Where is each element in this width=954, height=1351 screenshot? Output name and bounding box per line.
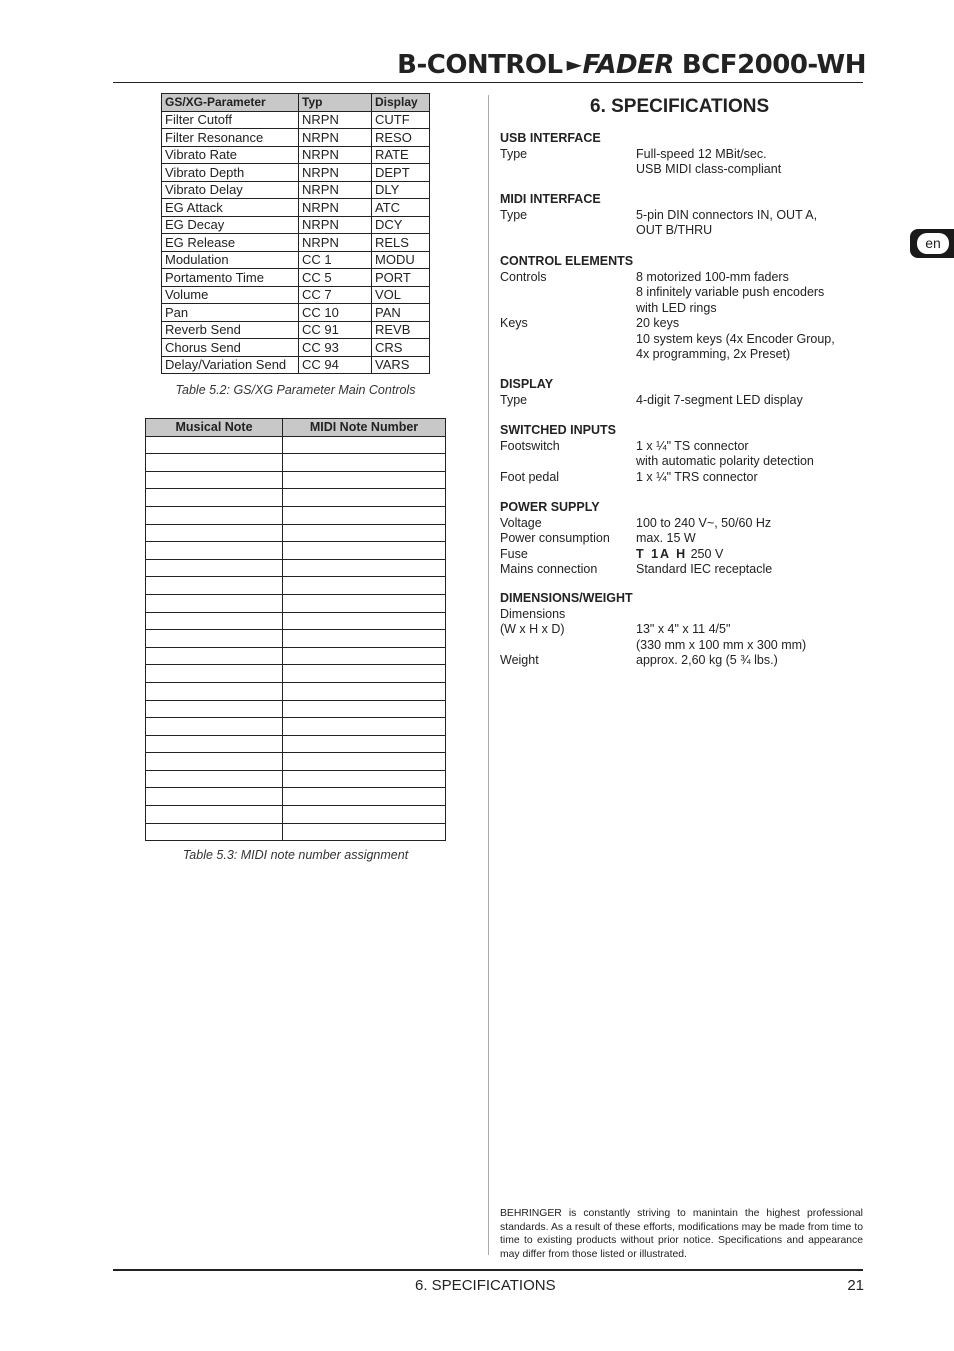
table-cell [283, 489, 446, 507]
spec-row [500, 393, 866, 409]
spec-value [636, 653, 866, 669]
table-row [146, 735, 446, 753]
table-row [146, 823, 446, 841]
table-cell [146, 788, 283, 806]
table-cell [283, 753, 446, 771]
table-cell: Filter Resonance [162, 129, 299, 147]
spec-section [500, 377, 866, 408]
table-cell [146, 436, 283, 454]
spec-row [500, 562, 866, 578]
table-row [162, 129, 430, 147]
table-cell [146, 823, 283, 841]
spec-value [636, 622, 866, 653]
table-row [146, 594, 446, 612]
table-cell [283, 471, 446, 489]
spec-row [500, 270, 866, 317]
table-cell [146, 665, 283, 683]
spec-section [500, 192, 866, 239]
language-tab [910, 229, 954, 258]
spec-value-line: 1 x ¼" TRS connector [636, 469, 758, 484]
table-cell: VARS [372, 356, 430, 374]
spec-row [500, 516, 866, 532]
table-cell: NRPN [299, 199, 372, 217]
table-cell: NRPN [299, 164, 372, 182]
spec-value-line: Standard IEC receptacle [636, 562, 773, 576]
table-cell: RATE [372, 146, 430, 164]
table-cell: NRPN [299, 146, 372, 164]
table-row [146, 524, 446, 542]
spec-row [500, 607, 866, 623]
table-row [162, 251, 430, 269]
table-cell [283, 559, 446, 577]
table-row [146, 506, 446, 524]
fuse-rating: T 1A H [636, 546, 688, 561]
table-cell [283, 630, 446, 648]
spec-label: Voltage [500, 515, 542, 530]
table-cell [146, 682, 283, 700]
spec-section [500, 423, 866, 485]
table-cell: EG Decay [162, 216, 299, 234]
table-cell [283, 806, 446, 824]
table-cell: DCY [372, 216, 430, 234]
table-row [146, 577, 446, 595]
table-cell: Volume [162, 286, 299, 304]
table-cell [283, 542, 446, 560]
spec-value [636, 270, 866, 317]
table-cell [283, 454, 446, 472]
table-cell: NRPN [299, 234, 372, 252]
spec-row [500, 622, 866, 653]
table-cell: DEPT [372, 164, 430, 182]
spec-value-line: max. 15 W [636, 531, 696, 545]
spec-label: Power consumption [500, 531, 610, 545]
spec-value [636, 393, 866, 409]
table-header-row [146, 419, 446, 437]
spec-value [636, 470, 866, 486]
spec-value-line: 8 infinitely variable push encoders [636, 285, 825, 299]
table-row [146, 630, 446, 648]
table-row [162, 339, 430, 357]
table-cell: Portamento Time [162, 269, 299, 287]
spec-label: Type [500, 207, 528, 222]
table-cell: CC 94 [299, 356, 372, 374]
table-cell [146, 806, 283, 824]
table-row [146, 612, 446, 630]
spec-label: Keys [500, 316, 528, 330]
table-row [162, 146, 430, 164]
table-cell [283, 612, 446, 630]
table-row [146, 806, 446, 824]
spec-label: Dimensions [500, 606, 566, 621]
table-cell: RESO [372, 129, 430, 147]
table-cell: Modulation [162, 251, 299, 269]
spec-row [500, 316, 866, 363]
table-cell [283, 718, 446, 736]
spec-value-line: 100 to 240 V~, 50/60 Hz [636, 515, 772, 530]
table-cell [283, 682, 446, 700]
table-row [146, 700, 446, 718]
spec-value-line: 13" x 4" x 11 4/5" [636, 622, 731, 636]
spec-label: Type [500, 146, 528, 161]
table-cell [146, 735, 283, 753]
table-cell [146, 718, 283, 736]
spec-value-line: with automatic polarity detection [636, 454, 814, 468]
table-cell [146, 612, 283, 630]
spec-section [500, 131, 866, 178]
play-arrow-icon: ► [566, 52, 582, 76]
language-label: en [917, 233, 949, 254]
table-cell [146, 630, 283, 648]
spec-value-line: Full-speed 12 MBit/sec. [636, 146, 767, 161]
table-cell [146, 489, 283, 507]
table-row [162, 199, 430, 217]
table-cell: VOL [372, 286, 430, 304]
column-divider [488, 95, 489, 1255]
spec-section-title: POWER SUPPLY [500, 500, 600, 514]
table-cell [283, 735, 446, 753]
table-cell: CC 7 [299, 286, 372, 304]
spec-section [500, 254, 866, 363]
table-cell: Delay/Variation Send [162, 356, 299, 374]
table-cell [283, 436, 446, 454]
spec-section [500, 500, 866, 578]
table-cell: Chorus Send [162, 339, 299, 357]
spec-label: Controls [500, 269, 547, 284]
table-cell [146, 753, 283, 771]
table-cell: NRPN [299, 111, 372, 129]
spec-value-line [636, 547, 866, 563]
table-cell: MODU [372, 251, 430, 269]
table-cell: CC 93 [299, 339, 372, 357]
spec-row [500, 547, 866, 563]
table-row [146, 753, 446, 771]
table-cell: PAN [372, 304, 430, 322]
table-cell [146, 594, 283, 612]
spec-section-title: MIDI INTERFACE [500, 192, 601, 206]
table-cell: PORT [372, 269, 430, 287]
midi-note-table [145, 418, 446, 841]
document-title [397, 50, 866, 80]
table-row [146, 559, 446, 577]
table-cell: Reverb Send [162, 321, 299, 339]
spec-value-line: 8 motorized 100-mm faders [636, 269, 789, 284]
column-header: MIDI Note Number [283, 419, 446, 437]
spec-value [636, 439, 866, 470]
table-row [162, 216, 430, 234]
table-cell [283, 506, 446, 524]
spec-value-line: USB MIDI class-compliant [636, 162, 782, 176]
table-cell [146, 506, 283, 524]
table-cell [283, 665, 446, 683]
table-cell: RELS [372, 234, 430, 252]
spec-value [636, 547, 866, 563]
table-cell: CRS [372, 339, 430, 357]
spec-label: (W x H x D) [500, 622, 565, 636]
table-cell [283, 770, 446, 788]
spec-value [636, 316, 866, 363]
table-row [162, 321, 430, 339]
section-heading: 6. SPECIFICATIONS [590, 96, 770, 117]
table-row [146, 718, 446, 736]
table-cell [283, 647, 446, 665]
spec-row [500, 147, 866, 178]
table-row [162, 286, 430, 304]
spec-value-line: approx. 2,60 kg (5 ¾ lbs.) [636, 653, 778, 667]
spec-value-line: OUT B/THRU [636, 223, 713, 237]
spec-value [636, 531, 866, 547]
spec-row [500, 470, 866, 486]
brand-name: B-CONTROL [397, 50, 563, 80]
spec-value [636, 562, 866, 578]
spec-value [636, 208, 866, 239]
table-row [162, 356, 430, 374]
table-cell: CC 5 [299, 269, 372, 287]
spec-row [500, 439, 866, 470]
spec-value-line: 1 x ¼" TS connector [636, 438, 749, 453]
spec-value-line: 4-digit 7-segment LED display [636, 392, 803, 407]
table-cell: NRPN [299, 129, 372, 147]
spec-value [636, 147, 866, 178]
table-cell [146, 454, 283, 472]
spec-section-title: DIMENSIONS/WEIGHT [500, 591, 633, 605]
table-row [146, 665, 446, 683]
product-name: FADER [582, 50, 674, 80]
spec-value [636, 516, 866, 532]
footer-section-title: 6. SPECIFICATIONS [415, 1277, 556, 1294]
spec-value-line: (330 mm x 100 mm x 300 mm) [636, 637, 807, 652]
gs-xg-parameter-table [161, 93, 430, 374]
table-row [162, 164, 430, 182]
table-cell: ATC [372, 199, 430, 217]
table-row [146, 489, 446, 507]
spec-label: Weight [500, 653, 539, 667]
spec-label: Mains connection [500, 562, 598, 576]
table-row [162, 269, 430, 287]
table-caption: Table 5.3: MIDI note number assignment [182, 848, 409, 862]
table-cell: NRPN [299, 216, 372, 234]
footer-rule [113, 1269, 863, 1271]
table-cell: CC 91 [299, 321, 372, 339]
table-cell [283, 594, 446, 612]
table-cell [146, 577, 283, 595]
spec-label: Foot pedal [500, 469, 560, 484]
table-cell [146, 471, 283, 489]
spec-value-line: 20 keys [636, 316, 680, 330]
spec-row [500, 531, 866, 547]
table-row [146, 454, 446, 472]
model-name: BCF2000-WH [681, 50, 866, 80]
column-header: GS/XG-Parameter [162, 94, 299, 112]
table-cell: CC 1 [299, 251, 372, 269]
table-row [146, 788, 446, 806]
table-cell: Pan [162, 304, 299, 322]
table-cell [146, 700, 283, 718]
table-cell: Filter Cutoff [162, 111, 299, 129]
table-row [162, 234, 430, 252]
column-header: Musical Note [146, 419, 283, 437]
table-header-row [162, 94, 430, 112]
spec-section-title: SWITCHED INPUTS [500, 423, 616, 437]
table-row [146, 682, 446, 700]
table-cell [146, 524, 283, 542]
table-cell [146, 647, 283, 665]
table-row [162, 304, 430, 322]
table-cell [146, 542, 283, 560]
spec-section-title: USB INTERFACE [500, 131, 601, 145]
table-row [146, 647, 446, 665]
table-cell: CC 10 [299, 304, 372, 322]
fuse-voltage: 250 V [690, 546, 724, 561]
table-caption: Table 5.2: GS/XG Parameter Main Controls [175, 383, 416, 397]
table-cell: Vibrato Depth [162, 164, 299, 182]
table-cell [283, 577, 446, 595]
table-cell [146, 770, 283, 788]
header-rule [113, 82, 863, 83]
table-row [162, 181, 430, 199]
table-row [146, 770, 446, 788]
spec-section [500, 591, 866, 669]
spec-value-line: 10 system keys (4x Encoder Group, [636, 331, 835, 346]
column-header: Display [372, 94, 430, 112]
spec-value-line: with LED rings [636, 300, 717, 315]
spec-section-title: DISPLAY [500, 377, 554, 391]
table-row [146, 542, 446, 560]
table-cell [283, 524, 446, 542]
table-cell: DLY [372, 181, 430, 199]
table-cell: EG Release [162, 234, 299, 252]
spec-value [636, 607, 866, 623]
table-cell [283, 823, 446, 841]
table-cell: Vibrato Rate [162, 146, 299, 164]
spec-label: Fuse [500, 546, 528, 561]
table-cell: CUTF [372, 111, 430, 129]
page-number: 21 [847, 1277, 864, 1294]
table-cell: REVB [372, 321, 430, 339]
table-cell: NRPN [299, 181, 372, 199]
table-cell: EG Attack [162, 199, 299, 217]
table-row [146, 436, 446, 454]
spec-label: Footswitch [500, 438, 560, 453]
spec-section-title: CONTROL ELEMENTS [500, 254, 634, 268]
spec-label: Type [500, 392, 528, 407]
spec-value-line: 4x programming, 2x Preset) [636, 347, 791, 361]
table-cell: Vibrato Delay [162, 181, 299, 199]
table-cell [283, 788, 446, 806]
column-header: Typ [299, 94, 372, 112]
table-row [162, 111, 430, 129]
disclaimer-text: BEHRINGER is constantly striving to manintain the highest professional standards. As a result of these efforts, modifications may be made from time to time to existing products without prior notice. Specifications and appearance may differ from those listed or illustrated. [500, 1208, 863, 1261]
table-cell [283, 700, 446, 718]
table-cell [146, 559, 283, 577]
spec-row [500, 208, 866, 239]
table-row [146, 471, 446, 489]
spec-row [500, 653, 866, 669]
spec-value-line: 5-pin DIN connectors IN, OUT A, [636, 207, 818, 222]
